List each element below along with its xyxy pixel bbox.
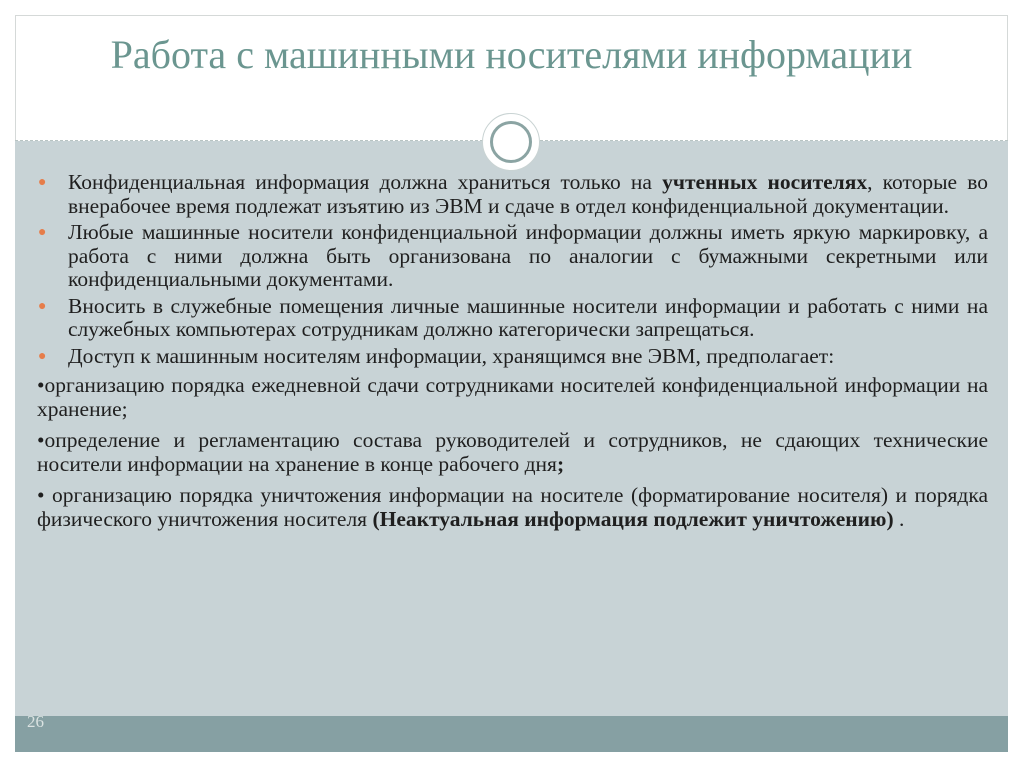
sub-item [37, 374, 988, 421]
slide-title: Работа с машинными носителями информации [110, 32, 913, 77]
slide-body [37, 171, 988, 539]
sub-item-text: •организацию порядка ежедневной сдачи сотрудниками носителей конфиденциальной информации на хранение; [37, 373, 988, 421]
bullet-dot-icon: ● [38, 225, 47, 240]
bullet-item [37, 345, 988, 369]
bullet-dot-icon: ● [38, 348, 47, 364]
sub-item [37, 429, 988, 476]
bullet-text: , которые во внерабочее время подлежат изъятию из ЭВМ и сдаче в отдел конфиденциальной документации. [68, 170, 988, 218]
slide-number: 26 [27, 712, 44, 731]
sub-list [37, 374, 988, 531]
bullet-dot-icon: ● [38, 298, 47, 314]
bullet-item [37, 221, 988, 292]
footer-bar [15, 716, 1008, 752]
bullet-item [37, 171, 988, 218]
bullet-text: Любые машинные носители конфиденциальной информации должны иметь яркую маркировку, а работа с ними должна быть организована по аналогии с бумажными секретными или конфиденциальными документами. [68, 220, 988, 291]
bullet-text-bold: учтенных носителях [662, 170, 868, 194]
bullet-text: Доступ к машинным носителям информации, хранящимся вне ЭВМ, предполагает: [68, 343, 835, 368]
bullet-item [37, 295, 988, 342]
bullet-dot-icon: ● [38, 175, 47, 190]
sub-item-text: . [893, 506, 905, 531]
sub-item [37, 484, 988, 531]
sub-item-text: • организацию порядка уничтожения информации на носителе (форматирование носителя) и порядка физического уничтожения носителя [37, 483, 988, 531]
ring-ornament-icon [482, 113, 540, 171]
sub-item-bold: ; [556, 451, 565, 476]
bullet-text: Конфиденциальная информация должна храниться только на [68, 170, 663, 194]
sub-item-bold: (Неактуальная информация подлежит уничтожению) [372, 506, 894, 531]
bullet-text: Вносить в служебные помещения личные машинные носители информации и работать с ними на служебных компьютерах сотрудникам должно категорически запрещаться. [68, 293, 988, 341]
sub-item-text: •определение и регламентацию состава руководителей и сотрудников, не сдающих технические носители информации на хранение в конце рабочего дня [37, 428, 988, 476]
bullet-list [37, 171, 988, 368]
